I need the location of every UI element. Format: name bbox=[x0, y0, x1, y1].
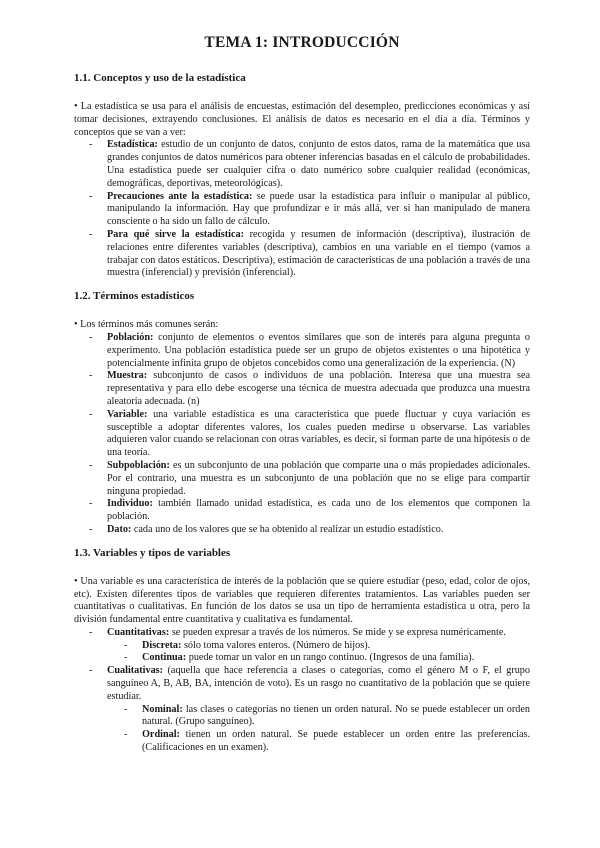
section-intro-1-2: • Los términos más comunes serán: bbox=[74, 319, 219, 331]
term-label: Precauciones ante la estadística: bbox=[107, 190, 253, 202]
term-text: subconjunto de casos o individuos de una población. Interesa que una muestra sea representativa y para ello debe escogerse una técnica de muestra adecuada que produzca una muestra aleatoria adecuada. (n) bbox=[107, 370, 530, 407]
term-text: sólo toma valores enteros. (Número de hijos). bbox=[181, 639, 371, 651]
term-text: puede tomar un valor en un rango continuo. (Ingresos de una familia). bbox=[186, 652, 475, 664]
section-heading-1-2: 1.2. Términos estadísticos bbox=[74, 290, 195, 303]
term-text: tienen un orden natural. Se puede establecer un orden entre las preferencias. (Calificaciones en un examen). bbox=[142, 729, 530, 754]
term-label: Cuantitativas: bbox=[107, 626, 170, 638]
term-label: Continua: bbox=[142, 652, 187, 664]
list-item bbox=[107, 139, 530, 190]
term-text: se pueden expresar a través de los números. Se mide y se expresa numéricamente. bbox=[169, 626, 506, 638]
term-label: Discreta: bbox=[142, 639, 182, 651]
term-text: conjunto de elementos o eventos similares que son de interés para alguna pregunta o experimento. Una población estadística puede ser un grupo de objetos existentes o una hipotética y potencialmente infinita grupo de objetos concebidos como una generalización de la experiencia. (N) bbox=[107, 331, 530, 369]
term-label: Ordinal: bbox=[142, 729, 180, 741]
sub-list-item bbox=[142, 640, 530, 653]
list-item bbox=[107, 498, 530, 524]
sub-list-item bbox=[142, 704, 530, 730]
list-item bbox=[107, 524, 530, 537]
term-label: Estadística: bbox=[107, 139, 158, 151]
sub-list-item bbox=[142, 729, 530, 755]
term-label: Cualitativas: bbox=[107, 665, 164, 677]
term-label: Variable: bbox=[107, 408, 148, 420]
list-item bbox=[107, 229, 530, 280]
term-label: Dato: bbox=[107, 523, 132, 535]
list-item bbox=[107, 460, 530, 498]
term-label: Individuo: bbox=[107, 498, 153, 510]
term-list-1-1 bbox=[74, 139, 530, 280]
section-intro-1-1: • La estadística se usa para el análisis de encuestas, estimación del desempleo, predicciones económicas y así tomar decisiones, extrayendo conclusiones. El análisis de datos es necesario en el día a día. Términos y conceptos que se van a ver: bbox=[74, 101, 530, 138]
document-page bbox=[74, 34, 530, 755]
term-text: una variable estadística es una característica que puede fluctuar y cuya variación es susceptible a adoptar diferentes valores, los cuales pueden medirse u observarse. Las variables adquieren valor cuando se relacionan con otras variables, es decir, si forman parte de una hipótesis o de una teoría. bbox=[107, 408, 530, 459]
list-item bbox=[107, 370, 530, 408]
list-item bbox=[107, 332, 530, 370]
term-text: es un subconjunto de una población que comparte una o más propiedades adicionales. Por el contrario, una muestra es un subconjunto de una población que no se elige para compartir ninguna propiedad. bbox=[107, 459, 530, 497]
term-text: también llamado unidad estadística, es cada uno de los elementos que componen la población. bbox=[107, 498, 530, 523]
term-label: Para qué sirve la estadística: bbox=[107, 228, 244, 240]
list-item bbox=[107, 191, 530, 229]
section-heading-1-3: 1.3. Variables y tipos de variables bbox=[74, 546, 231, 559]
term-text: (aquella que hace referencia a clases o categorías, como el género M o F, el grupo sanguíneo A, B, AB, BA, intención de voto). Es un rasgo no cuantitativo de la población que se quiere estudiar. bbox=[107, 665, 530, 702]
sub-list-cualitativas bbox=[107, 704, 530, 755]
term-text: estudio de un conjunto de datos, conjunto de estos datos, rama de la matemática que usa grandes conjuntos de datos numéricos para obtener inferencias basadas en el cálculo de probabilidades. Una estadística puede ser cualquier cifra o dato numérico sobre cualquier realidad (económicas, demográficas, deportivas, meteorológicas). bbox=[107, 139, 530, 189]
term-label: Nominal: bbox=[142, 703, 183, 715]
list-item bbox=[107, 409, 530, 460]
term-text: las clases o categorías no tienen un orden natural. No se puede establecer un orden natural. (Grupo sanguíneo). bbox=[142, 703, 530, 728]
list-item bbox=[107, 627, 530, 665]
list-item bbox=[107, 665, 530, 755]
term-text: recogida y resumen de información (descriptiva), ilustración de relaciones entre diferentes variables (descriptiva), cambios en una variable en el tiempo (vamos a trabajar con datos estáticos. Descriptiva), estimación de características de una población a través de una muestra (inferencial) y previsión (inferencial). bbox=[107, 228, 530, 279]
sub-list-item bbox=[142, 652, 530, 665]
section-intro-1-3: • Una variable es una característica de interés de la población que se quiere estudiar (peso, edad, color de ojos, etc). Existen diferentes tipos de variables que requieren diferentes tratamientos. Las variables pueden ser cuantitativas o cualitativas. En función de los datos se usa un tipo de herramienta estadística u otra, pero la división fundamental entre cuantitativa y cualitativa es fundamental. bbox=[74, 575, 530, 626]
term-list-1-3 bbox=[74, 627, 530, 755]
term-label: Muestra: bbox=[107, 370, 148, 382]
term-label: Subpoblación: bbox=[107, 459, 170, 471]
section-heading-1-1: 1.1. Conceptos y uso de la estadística bbox=[74, 72, 246, 84]
term-label: Población: bbox=[107, 331, 154, 343]
term-list-1-2 bbox=[74, 332, 530, 537]
term-text: se puede usar la estadística para influir o manipular al público, manipulando la información. Hay que profundizar e ir más allá, ver si han manipulado de manera consciente o ha sido un fallo de cálculo. bbox=[107, 190, 530, 228]
page-title: TEMA 1: INTRODUCCIÓN bbox=[204, 34, 400, 51]
term-text: cada uno de los valores que se ha obtenido al realizar un estudio estadístico. bbox=[131, 523, 444, 535]
sub-list-cuantitativas bbox=[107, 640, 530, 666]
